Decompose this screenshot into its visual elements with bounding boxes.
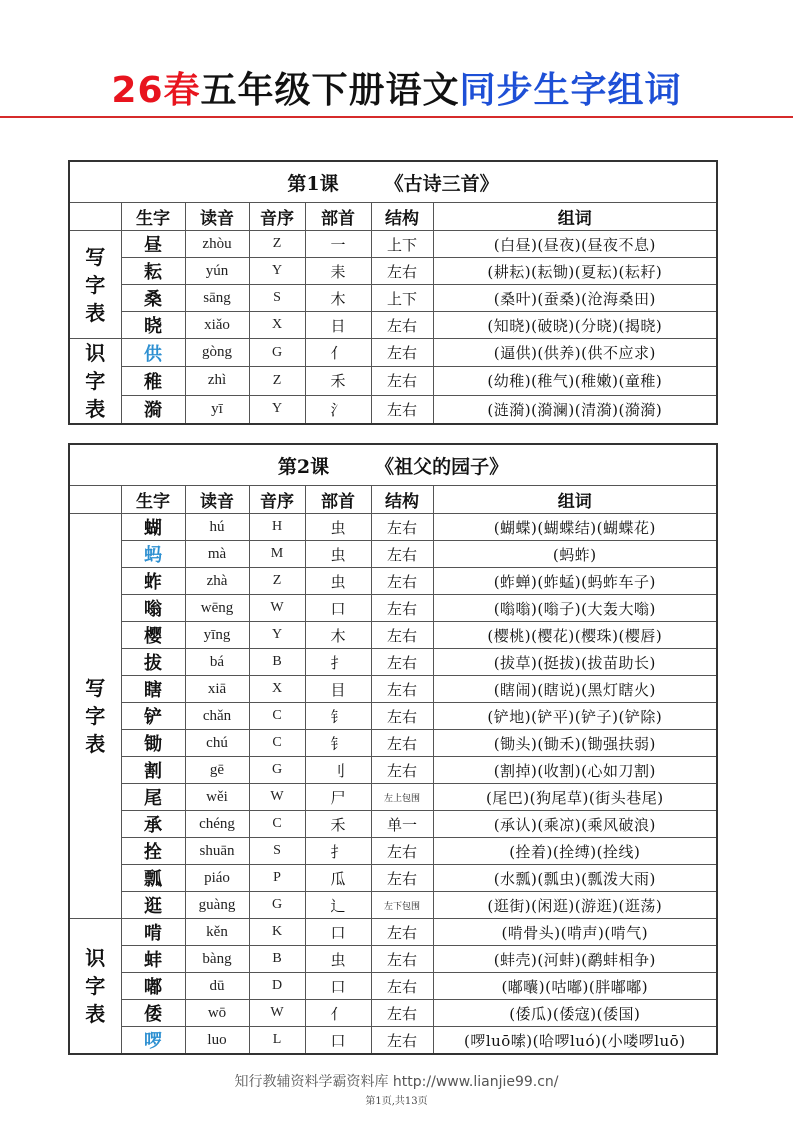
radical-cell: 扌 <box>305 838 371 865</box>
phonetic-order-cell: B <box>249 649 305 676</box>
radical-cell: 木 <box>305 622 371 649</box>
radical-cell: 口 <box>305 973 371 1000</box>
word-group-cell: (拴着)(拴缚)(拴线) <box>433 838 717 865</box>
section-label-char: 字 <box>85 369 106 393</box>
table-row <box>69 622 717 649</box>
radical-cell: 钅 <box>305 703 371 730</box>
character-cell: 铲 <box>121 703 185 730</box>
section-label <box>69 231 121 339</box>
radical-cell: 目 <box>305 676 371 703</box>
pinyin-cell: xiā <box>185 676 249 703</box>
title-subject: 五年级下册语文 <box>200 70 460 111</box>
table-row <box>69 258 717 285</box>
character-cell: 蚌 <box>121 946 185 973</box>
lesson-heading <box>69 161 717 203</box>
pinyin-cell: yī <box>185 395 249 424</box>
radical-cell: 木 <box>305 285 371 312</box>
word-group-cell: (涟漪)(漪澜)(清漪)(漪漪) <box>433 395 717 424</box>
column-header: 结构 <box>371 486 433 514</box>
table-row <box>69 1027 717 1055</box>
structure-cell: 左右 <box>371 258 433 285</box>
phonetic-order-cell: C <box>249 811 305 838</box>
section-label-char: 识 <box>85 341 106 365</box>
word-group-cell: (逼供)(供养)(供不应求) <box>433 339 717 367</box>
structure-cell: 左右 <box>371 757 433 784</box>
character-cell: 晓 <box>121 312 185 339</box>
table-row <box>69 595 717 622</box>
phonetic-order-cell: Z <box>249 231 305 258</box>
character-cell: 锄 <box>121 730 185 757</box>
phonetic-order-cell: G <box>249 757 305 784</box>
phonetic-order-cell: X <box>249 676 305 703</box>
radical-cell: 口 <box>305 1027 371 1055</box>
pinyin-cell: yún <box>185 258 249 285</box>
word-group-cell: (逛街)(闲逛)(游逛)(逛荡) <box>433 892 717 919</box>
phonetic-order-cell: Z <box>249 568 305 595</box>
character-cell: 瞎 <box>121 676 185 703</box>
structure-cell: 左右 <box>371 395 433 424</box>
phonetic-order-cell: M <box>249 541 305 568</box>
word-group-cell: (水瓢)(瓢虫)(瓢泼大雨) <box>433 865 717 892</box>
lesson-number: 第2课 <box>277 455 330 478</box>
table-row <box>69 339 717 367</box>
word-group-cell: (瞎闹)(瞎说)(黑灯瞎火) <box>433 676 717 703</box>
column-header: 结构 <box>371 203 433 231</box>
pinyin-cell: chǎn <box>185 703 249 730</box>
word-group-cell: (割掉)(收割)(心如刀割) <box>433 757 717 784</box>
section-label-char: 表 <box>85 300 106 325</box>
pinyin-cell: guàng <box>185 892 249 919</box>
lesson-header-row <box>69 161 717 203</box>
pinyin-cell: gē <box>185 757 249 784</box>
phonetic-order-cell: G <box>249 339 305 367</box>
character-cell: 蚱 <box>121 568 185 595</box>
word-group-cell: (倭瓜)(倭寇)(倭国) <box>433 1000 717 1027</box>
table-row <box>69 703 717 730</box>
structure-cell: 左右 <box>371 703 433 730</box>
table-row <box>69 919 717 946</box>
table-row <box>69 568 717 595</box>
footer-page-number: 第1页,共13页 <box>365 1096 428 1107</box>
structure-cell: 左右 <box>371 946 433 973</box>
word-group-cell: (耕耘)(耘锄)(夏耘)(耘耔) <box>433 258 717 285</box>
phonetic-order-cell: S <box>249 285 305 312</box>
table-row <box>69 811 717 838</box>
word-group-cell: (锄头)(锄禾)(锄强扶弱) <box>433 730 717 757</box>
character-cell: 倭 <box>121 1000 185 1027</box>
section-label <box>69 919 121 1055</box>
character-cell: 嗡 <box>121 595 185 622</box>
column-header-row <box>69 486 717 514</box>
lesson-heading <box>69 444 717 486</box>
structure-cell: 上下 <box>371 231 433 258</box>
character-cell: 供 <box>121 339 185 367</box>
table-row <box>69 285 717 312</box>
structure-cell: 左右 <box>371 1027 433 1055</box>
table-row <box>69 514 717 541</box>
word-group-cell: (樱桃)(樱花)(樱珠)(樱唇) <box>433 622 717 649</box>
pinyin-cell: bá <box>185 649 249 676</box>
table-row <box>69 838 717 865</box>
phonetic-order-cell: G <box>249 892 305 919</box>
structure-cell: 左右 <box>371 649 433 676</box>
character-cell: 啰 <box>121 1027 185 1055</box>
pinyin-cell: gòng <box>185 339 249 367</box>
pinyin-cell: chéng <box>185 811 249 838</box>
radical-cell: 口 <box>305 919 371 946</box>
structure-cell: 左右 <box>371 973 433 1000</box>
column-header: 组词 <box>433 486 717 514</box>
pinyin-cell: wō <box>185 1000 249 1027</box>
word-group-cell: (尾巴)(狗尾草)(街头巷尾) <box>433 784 717 811</box>
structure-cell: 左右 <box>371 865 433 892</box>
character-cell: 蚂 <box>121 541 185 568</box>
word-group-cell: (桑叶)(蚕桑)(沧海桑田) <box>433 285 717 312</box>
section-label-char: 识 <box>85 946 106 970</box>
phonetic-order-cell: X <box>249 312 305 339</box>
pinyin-cell: dū <box>185 973 249 1000</box>
character-cell: 瓢 <box>121 865 185 892</box>
phonetic-order-cell: W <box>249 1000 305 1027</box>
table-row <box>69 541 717 568</box>
phonetic-order-cell: Z <box>249 367 305 395</box>
phonetic-order-cell: H <box>249 514 305 541</box>
word-group-cell: (铲地)(铲平)(铲子)(铲除) <box>433 703 717 730</box>
table-row <box>69 367 717 395</box>
radical-cell: 口 <box>305 595 371 622</box>
title-topic: 同步生字组词 <box>459 70 682 111</box>
word-group-cell: (蚂蚱) <box>433 541 717 568</box>
phonetic-order-cell: Y <box>249 622 305 649</box>
pinyin-cell: wēng <box>185 595 249 622</box>
lesson-name: 《古诗三首》 <box>384 172 499 195</box>
radical-cell: 钅 <box>305 730 371 757</box>
phonetic-order-cell: D <box>249 973 305 1000</box>
title-divider <box>0 116 793 118</box>
table-row <box>69 730 717 757</box>
radical-cell: 一 <box>305 231 371 258</box>
structure-cell: 左下包围 <box>371 892 433 919</box>
radical-cell: 扌 <box>305 649 371 676</box>
table-row <box>69 231 717 258</box>
structure-cell: 上下 <box>371 285 433 312</box>
table-row <box>69 1000 717 1027</box>
phonetic-order-cell: Y <box>249 258 305 285</box>
phonetic-order-cell: C <box>249 730 305 757</box>
structure-cell: 左右 <box>371 339 433 367</box>
structure-cell: 左右 <box>371 1000 433 1027</box>
section-label-char: 字 <box>85 272 106 297</box>
phonetic-order-cell: Y <box>249 395 305 424</box>
pinyin-cell: zhòu <box>185 231 249 258</box>
lesson-1-table <box>68 160 718 425</box>
radical-cell: 虫 <box>305 541 371 568</box>
character-cell: 昼 <box>121 231 185 258</box>
radical-cell: 禾 <box>305 811 371 838</box>
section-label-char: 写 <box>85 244 106 269</box>
word-group-cell: (承认)(乘凉)(乘风破浪) <box>433 811 717 838</box>
structure-cell: 左右 <box>371 676 433 703</box>
column-header: 读音 <box>185 486 249 514</box>
structure-cell: 左右 <box>371 568 433 595</box>
page-title <box>0 68 793 114</box>
character-cell: 嘟 <box>121 973 185 1000</box>
table-row <box>69 865 717 892</box>
radical-cell: 刂 <box>305 757 371 784</box>
phonetic-order-cell: W <box>249 784 305 811</box>
word-group-cell: (蚌壳)(河蚌)(鹬蚌相争) <box>433 946 717 973</box>
character-cell: 承 <box>121 811 185 838</box>
pinyin-cell: shuān <box>185 838 249 865</box>
radical-cell: 亻 <box>305 1000 371 1027</box>
pinyin-cell: luo <box>185 1027 249 1055</box>
radical-cell: 虫 <box>305 514 371 541</box>
pinyin-cell: hú <box>185 514 249 541</box>
section-label-char: 表 <box>85 397 106 421</box>
radical-cell: 瓜 <box>305 865 371 892</box>
structure-cell: 左右 <box>371 312 433 339</box>
word-group-cell: (嗡嗡)(嗡子)(大轰大嗡) <box>433 595 717 622</box>
phonetic-order-cell: S <box>249 838 305 865</box>
character-cell: 樱 <box>121 622 185 649</box>
column-header-empty <box>69 203 121 231</box>
section-label <box>69 514 121 919</box>
radical-cell: 虫 <box>305 946 371 973</box>
structure-cell: 左右 <box>371 541 433 568</box>
pinyin-cell: zhì <box>185 367 249 395</box>
table-row <box>69 649 717 676</box>
table-row <box>69 946 717 973</box>
character-cell: 啃 <box>121 919 185 946</box>
column-header: 生字 <box>121 486 185 514</box>
structure-cell: 左右 <box>371 595 433 622</box>
word-group-cell: (啃骨头)(啃声)(啃气) <box>433 919 717 946</box>
radical-cell: 日 <box>305 312 371 339</box>
pinyin-cell: bàng <box>185 946 249 973</box>
table-row <box>69 757 717 784</box>
section-label <box>69 339 121 425</box>
structure-cell: 左右 <box>371 367 433 395</box>
column-header: 音序 <box>249 486 305 514</box>
section-label-char: 表 <box>85 1002 106 1026</box>
character-cell: 稚 <box>121 367 185 395</box>
character-cell: 尾 <box>121 784 185 811</box>
column-header: 生字 <box>121 203 185 231</box>
phonetic-order-cell: L <box>249 1027 305 1055</box>
pinyin-cell: piáo <box>185 865 249 892</box>
structure-cell: 左右 <box>371 622 433 649</box>
pinyin-cell: xiǎo <box>185 312 249 339</box>
character-cell: 逛 <box>121 892 185 919</box>
structure-cell: 左上包围 <box>371 784 433 811</box>
phonetic-order-cell: B <box>249 946 305 973</box>
word-group-cell: (白昼)(昼夜)(昼夜不息) <box>433 231 717 258</box>
section-label-char: 表 <box>85 732 106 756</box>
pinyin-cell: kěn <box>185 919 249 946</box>
character-cell: 蝴 <box>121 514 185 541</box>
word-group-cell: (蝴蝶)(蝴蝶结)(蝴蝶花) <box>433 514 717 541</box>
structure-cell: 左右 <box>371 919 433 946</box>
lesson-name: 《祖父的园子》 <box>375 455 509 478</box>
section-label-char: 字 <box>85 704 106 728</box>
column-header: 部首 <box>305 203 371 231</box>
word-group-cell: (拔草)(挺拔)(拔苗助长) <box>433 649 717 676</box>
pinyin-cell: chú <box>185 730 249 757</box>
phonetic-order-cell: K <box>249 919 305 946</box>
pinyin-cell: sāng <box>185 285 249 312</box>
pinyin-cell: wěi <box>185 784 249 811</box>
section-label-char: 字 <box>85 974 106 998</box>
column-header-empty <box>69 486 121 514</box>
radical-cell: 尸 <box>305 784 371 811</box>
phonetic-order-cell: P <box>249 865 305 892</box>
lesson-header-row <box>69 444 717 486</box>
footer-site: 知行教辅资料学霸资料库 http://www.lianjie99.cn/ <box>234 1074 559 1090</box>
radical-cell: 耒 <box>305 258 371 285</box>
word-group-cell: (蚱蝉)(蚱蜢)(蚂蚱车子) <box>433 568 717 595</box>
radical-cell: 亻 <box>305 339 371 367</box>
character-cell: 漪 <box>121 395 185 424</box>
table-row <box>69 395 717 424</box>
word-group-cell: (知晓)(破晓)(分晓)(揭晓) <box>433 312 717 339</box>
character-cell: 拴 <box>121 838 185 865</box>
word-group-cell: (嘟囔)(咕嘟)(胖嘟嘟) <box>433 973 717 1000</box>
table-row <box>69 676 717 703</box>
character-cell: 桑 <box>121 285 185 312</box>
pinyin-cell: yīng <box>185 622 249 649</box>
column-header: 音序 <box>249 203 305 231</box>
radical-cell: 虫 <box>305 568 371 595</box>
radical-cell: 氵 <box>305 395 371 424</box>
column-header: 读音 <box>185 203 249 231</box>
table-row <box>69 973 717 1000</box>
structure-cell: 左右 <box>371 838 433 865</box>
structure-cell: 单一 <box>371 811 433 838</box>
lesson-number: 第1课 <box>287 172 339 195</box>
pinyin-cell: zhà <box>185 568 249 595</box>
pinyin-cell: mà <box>185 541 249 568</box>
title-grade: 26春 <box>111 70 201 111</box>
structure-cell: 左右 <box>371 730 433 757</box>
table-row <box>69 892 717 919</box>
column-header: 部首 <box>305 486 371 514</box>
phonetic-order-cell: C <box>249 703 305 730</box>
section-label-char: 写 <box>85 676 106 700</box>
lesson-2-table <box>68 443 718 1055</box>
radical-cell: 辶 <box>305 892 371 919</box>
column-header-row <box>69 203 717 231</box>
character-cell: 拔 <box>121 649 185 676</box>
word-group-cell: (啰luō嗦)(哈啰luó)(小喽啰luō) <box>433 1027 717 1055</box>
character-cell: 耘 <box>121 258 185 285</box>
word-group-cell: (幼稚)(稚气)(稚嫩)(童稚) <box>433 367 717 395</box>
radical-cell: 禾 <box>305 367 371 395</box>
column-header: 组词 <box>433 203 717 231</box>
table-row <box>69 784 717 811</box>
character-cell: 割 <box>121 757 185 784</box>
phonetic-order-cell: W <box>249 595 305 622</box>
structure-cell: 左右 <box>371 514 433 541</box>
table-row <box>69 312 717 339</box>
